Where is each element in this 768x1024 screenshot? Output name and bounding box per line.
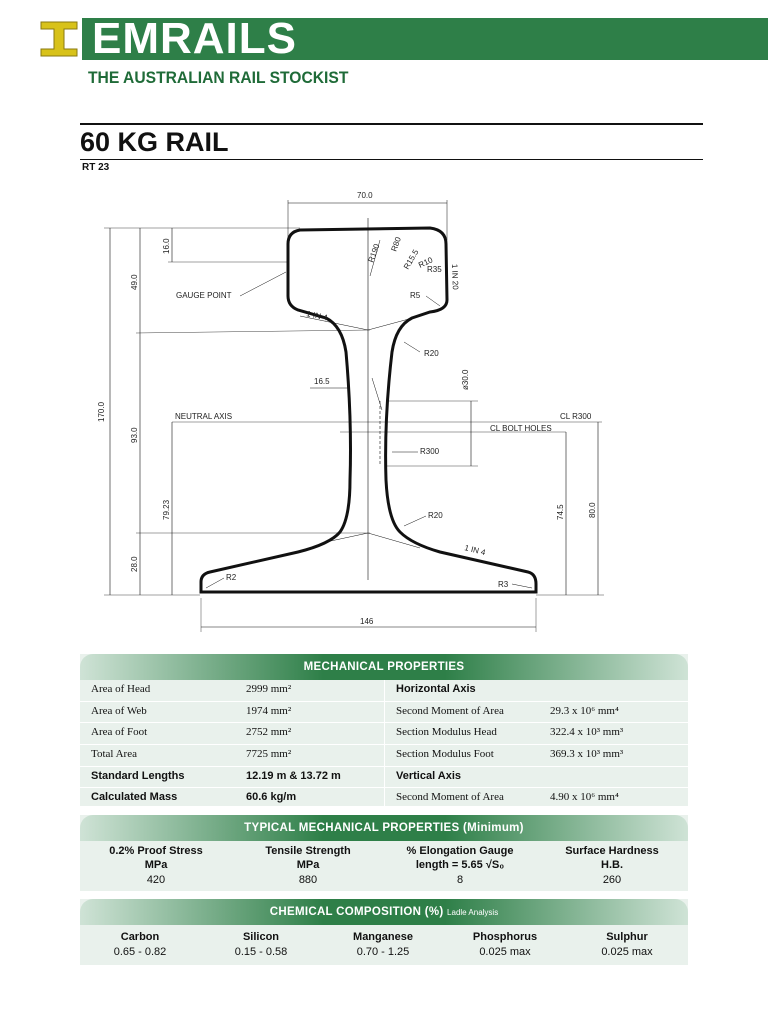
title-rule-top <box>80 123 703 125</box>
chemical-heading-text: CHEMICAL COMPOSITION (%) <box>269 906 444 918</box>
product-code: RT 23 <box>82 162 110 173</box>
brand-tagline: THE AUSTRALIAN RAIL STOCKIST <box>88 68 349 87</box>
column-value: 0.15 - 0.58 <box>234 946 288 958</box>
cell: Vertical Axis <box>396 769 462 782</box>
hardness-column <box>536 844 688 887</box>
column-value: 880 <box>298 874 318 886</box>
cell: 60.6 kg/m <box>246 791 297 804</box>
column-header: Manganese <box>353 931 413 943</box>
typical-properties-table <box>80 815 688 891</box>
label-r35: R35 <box>427 265 442 274</box>
cell: 7725 mm² <box>246 748 292 761</box>
column-header: Carbon <box>120 931 160 943</box>
column-unit: MPa <box>144 859 168 871</box>
cell: Area of Web <box>91 704 147 717</box>
label-cl-r300: CL R300 <box>560 412 592 421</box>
title-rule-bottom <box>80 159 703 160</box>
mechanical-heading: MECHANICAL PROPERTIES <box>80 654 688 680</box>
cell: 322.4 x 10³ mm³ <box>550 726 624 739</box>
column-header: % Elongation Gauge <box>406 845 514 857</box>
cell: Calculated Mass <box>91 791 178 804</box>
column-value: 420 <box>146 874 166 886</box>
rail-logo-icon <box>37 18 82 60</box>
dim-head-width: 70.0 <box>357 191 373 200</box>
table-row <box>80 788 688 810</box>
column-value: 0.70 - 1.25 <box>356 946 410 958</box>
dim-web-thickness: 16.5 <box>314 377 330 386</box>
cell: Area of Foot <box>91 726 148 739</box>
label-r300: R300 <box>420 447 440 456</box>
cell: Second Moment of Area <box>396 791 504 804</box>
dim-hole-dia: ø30.0 <box>461 369 470 390</box>
cell: Total Area <box>91 748 137 761</box>
label-r5: R5 <box>410 291 421 300</box>
dim-bolt-height: 74.5 <box>556 504 565 520</box>
cell: Section Modulus Head <box>396 726 497 739</box>
chemical-composition-table <box>80 899 688 965</box>
column-header: Silicon <box>242 931 280 943</box>
column-unit: H.B. <box>601 859 623 871</box>
label-1in20: 1 IN 20 <box>450 263 460 290</box>
label-cl-bolt-holes: CL BOLT HOLES <box>490 424 552 433</box>
label-r80: R80 <box>389 235 403 253</box>
rail-outline <box>201 228 536 592</box>
cell: Standard Lengths <box>91 769 185 782</box>
rail-profile-drawing <box>0 180 768 640</box>
label-gauge-point: GAUGE POINT <box>176 291 232 300</box>
cell: 4.90 x 10⁶ mm⁴ <box>550 791 619 804</box>
table-row <box>80 702 688 724</box>
cell: 2752 mm² <box>246 726 292 739</box>
label-neutral-axis: NEUTRAL AXIS <box>175 412 233 421</box>
cell: 29.3 x 10⁶ mm⁴ <box>550 704 619 717</box>
sulphur-column <box>566 930 688 959</box>
tensile-strength-column <box>232 844 384 887</box>
column-unit: length = 5.65 √S₀ <box>415 859 505 871</box>
typical-heading-text: TYPICAL MECHANICAL PROPERTIES <box>244 822 460 834</box>
dim-total-height: 170.0 <box>97 401 106 422</box>
cell: Second Moment of Area <box>396 704 504 717</box>
mechanical-properties-table <box>80 654 688 806</box>
elongation-column <box>384 844 536 887</box>
carbon-column <box>80 930 200 959</box>
column-value: 8 <box>456 874 464 886</box>
cell: Section Modulus Foot <box>396 748 494 761</box>
table-row <box>80 723 688 745</box>
dim-cl-r300: 80.0 <box>588 502 597 518</box>
silicon-column <box>200 930 322 959</box>
dim-web-zone: 93.0 <box>130 427 139 443</box>
table-row <box>80 680 688 702</box>
dim-foot-width: 146 <box>360 617 374 626</box>
label-r15-5: R15.5 <box>401 248 421 271</box>
label-r190: R190 <box>366 242 382 264</box>
column-header: 0.2% Proof Stress <box>109 845 203 857</box>
column-header: Surface Hardness <box>565 845 659 857</box>
label-r2: R2 <box>226 573 237 582</box>
column-value: 0.025 max <box>601 946 653 958</box>
typical-heading-note: (Minimum) <box>462 822 524 834</box>
table-row <box>80 767 688 789</box>
label-1in4-top: 1 IN 4 <box>305 309 329 323</box>
page-title: 60 KG RAIL <box>80 127 229 157</box>
phosphorus-column <box>444 930 566 959</box>
label-r20-bottom: R20 <box>428 511 443 520</box>
cell: 1974 mm² <box>246 704 292 717</box>
column-header: Phosphorus <box>472 931 538 943</box>
chemical-heading-note: Ladle Analysis <box>447 908 499 917</box>
brand-name: EMRAILS <box>92 14 297 63</box>
column-unit: MPa <box>296 859 320 871</box>
label-r10: R10 <box>417 255 435 270</box>
dim-head-depth: 16.0 <box>162 238 171 254</box>
typical-heading <box>80 815 688 841</box>
chemical-heading <box>80 899 688 925</box>
cell: 2999 mm² <box>246 683 292 695</box>
label-1in4-bottom: 1 IN 4 <box>463 543 487 558</box>
table-row <box>80 745 688 767</box>
column-header: Tensile Strength <box>265 845 351 857</box>
cell: 369.3 x 10³ mm³ <box>550 748 624 761</box>
cell: Area of Head <box>91 683 151 695</box>
cell: 12.19 m & 13.72 m <box>246 769 341 782</box>
label-r3: R3 <box>498 580 509 589</box>
manganese-column <box>322 930 444 959</box>
dim-neutral-axis: 79.23 <box>162 499 171 520</box>
label-r20-top: R20 <box>424 349 439 358</box>
dim-head-zone: 49.0 <box>130 274 139 290</box>
column-value: 0.65 - 0.82 <box>113 946 167 958</box>
dim-foot-zone: 28.0 <box>130 556 139 572</box>
column-value: 0.025 max <box>479 946 531 958</box>
cell: Horizontal Axis <box>396 683 476 695</box>
column-header: Sulphur <box>606 931 648 943</box>
proof-stress-column <box>80 844 232 887</box>
column-value: 260 <box>602 874 622 886</box>
